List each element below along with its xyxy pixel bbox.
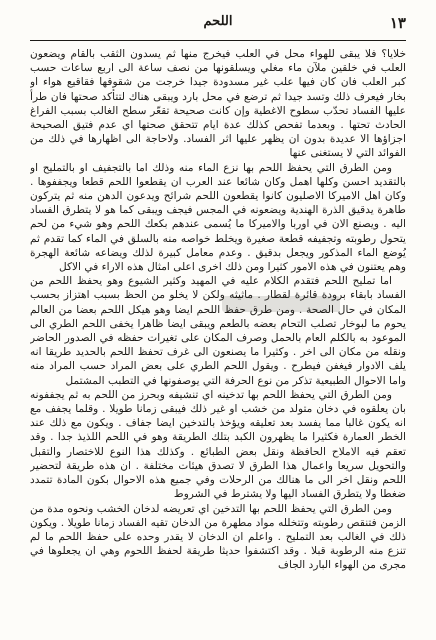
body-text xyxy=(30,47,406,626)
paragraph: خلايا؟ فلا يبقى للهواء محل في العلب فيخرج منها ثم يسدون الثقب بالقام ويضعون العلب في خلقين ملآن ماء مغلي ويسلقونها من نصف ساعة الى اربع ساعات حسب كبر العلب فان كان فيها علب غير مسدودة جيدا خرجت من شقوقها فقاقيع هواء او بخار فيعرف ذلك وتسد جيدا ثم ترضع في محل بارد ويبقى هناك لتتأكد صحتها فان طرأ عليها الفساد تحدّب سطوح الاغطية وإن كانت صحيحة تقعّر سطح الغالب بسبب الفراغ الحادث تحتها . وبعدما تفحص كذلك عدة ايام تتحقق صحتها اي عدم فتيق الصحيحة اجزاؤها الا عديدة بدون ان يظهر عليها اثر الفساد. ولاحاجة الى اظهارها في ذلك من الفوائد التي لا يستغنى عنها xyxy=(30,48,406,160)
page-number: ١٣ xyxy=(389,14,406,32)
paragraph: ومن الطرق التي يحفظ اللحم بها التدخين اي تعريضه لدخان الخشب ونحوه مدة من الزمن فتنقص رطوبته وتتخلله مواد مطهرة من الدخان تقيه الفساد زمانا طويلا . ويكون ذلك في الغالب بعد التمليح . واعلم ان الدخان لا يقدر وحده على حفظ اللحم ما لم تنزع منه الرطوبة قبلا . وقد اكتشفوا حديثا طريقة لحفظ اللحوم وهي ان يجعلوها في مجرى من الهواء البارد الجاف xyxy=(30,502,406,572)
page-header xyxy=(30,14,406,36)
running-title: اللحم xyxy=(203,14,233,29)
paragraph: اما تمليح اللحم فتقدم الكلام عليه في المهيد وكثير الشيوع وهو يحفظ اللحم من الفساد بابقاء برودة قائرة لقطار . ماثيثه ولكن لا يخلو من الحظ بسبب اهتزاز بحسب المكان في حال الصحة . ومن طرق حفظ اللحم ايضا وهو هيكل اللحم بعضا من العالم يحوم ما لبوخار تصلب التحام بعضه بالطعم ويبقى ايضا ظاهرا يخفى اللحم الطري الى الموعود به بالكلم العام بالحمل وصرف المكان على تغيرات حفظه في الصدور الحاضر ونقله من مكان الى اخر . وكثيرا ما يصنعون الى غرف تحفظ اللحم بالحديد طريقا انه يلف الادوار فيغفن فيطرح . ويقول اللحم الطري على بعض المراد حسب المراد منه واما الاحوال الطبيعية تذكر من نوع الحرفة التي يوصفونها في التطبب المشتمل xyxy=(30,275,406,387)
paragraph: ومن الطرق التي يحفظ اللحم بها تدخينه اي تنشيفه وبحرز من اللحم به ثم يجففونه بان يعلقوه في دخان متولد من خشب او غير ذلك فيبقى زمانا طويلا . وقلما يجفف مع انه يكون غالبا مما يفسد بعد تعليقه ويؤخذ بالتدخين ايضا جفاف . ويكون مع ذلك عند الخطر العمارة فكثيرا ما يظهرون الكبد بتلك الطريقة وهو في اللحم اللذيذ جدا . وقد تعقم فيه الاملاح الحافظة ونقل بعض الطبائع . وكذلك هذا النوع للاختصار والتقبل والتحويل سريعا واعمال هذا الطرق لا تصدق هيئات مختلفة . ان هذه طريقة لتحضير اللحم ونقل اخر الى ما هنالك من الرحلات وفي جميع هذه الاحوال بكون المادة تتمدد ضغطا ولا يتطرق الفساد اليها ولا يشترط في الشروط xyxy=(30,388,406,501)
paragraph: ومن الطرق التي يحفظ اللحم بها نزع الماء منه وذلك اما بالتجفيف او بالتمليح او بالتقديد احسن وكلها اهمل وكان شائعا عند العرب ان يقطعوا اللحم قطعا ويجففوها . وكان اهل الاميركا الاصليون كانوا يقطعون اللحم شرائح ويدعون الدهن منه ثم يتركون طاهرة يدقيق الذرة الهندية ويضعونه في المجس فيجف ويبقى كما هو لا يتطرق الفساد اليه . ويصنع الان في اوربا والاميركا ما يُسمى عندهم بكعك اللحم وهو شيء من لحم يتحول رطوبته وتجفيفه قطعة صغيرة ويخلط خواصه منه بالسلق في الماء كما تقدم ثم يُوضع الماء المذكور ويجعل بدقيق . وعدم معامل كبيرة لذلك ويضاعه شائعة الهجرة وهم يعتنون في هذه الامور كثيرا ومن ذلك اخرى اعلى امثال هذه الاراء في الاكل xyxy=(30,161,406,274)
header-rule xyxy=(30,40,406,41)
